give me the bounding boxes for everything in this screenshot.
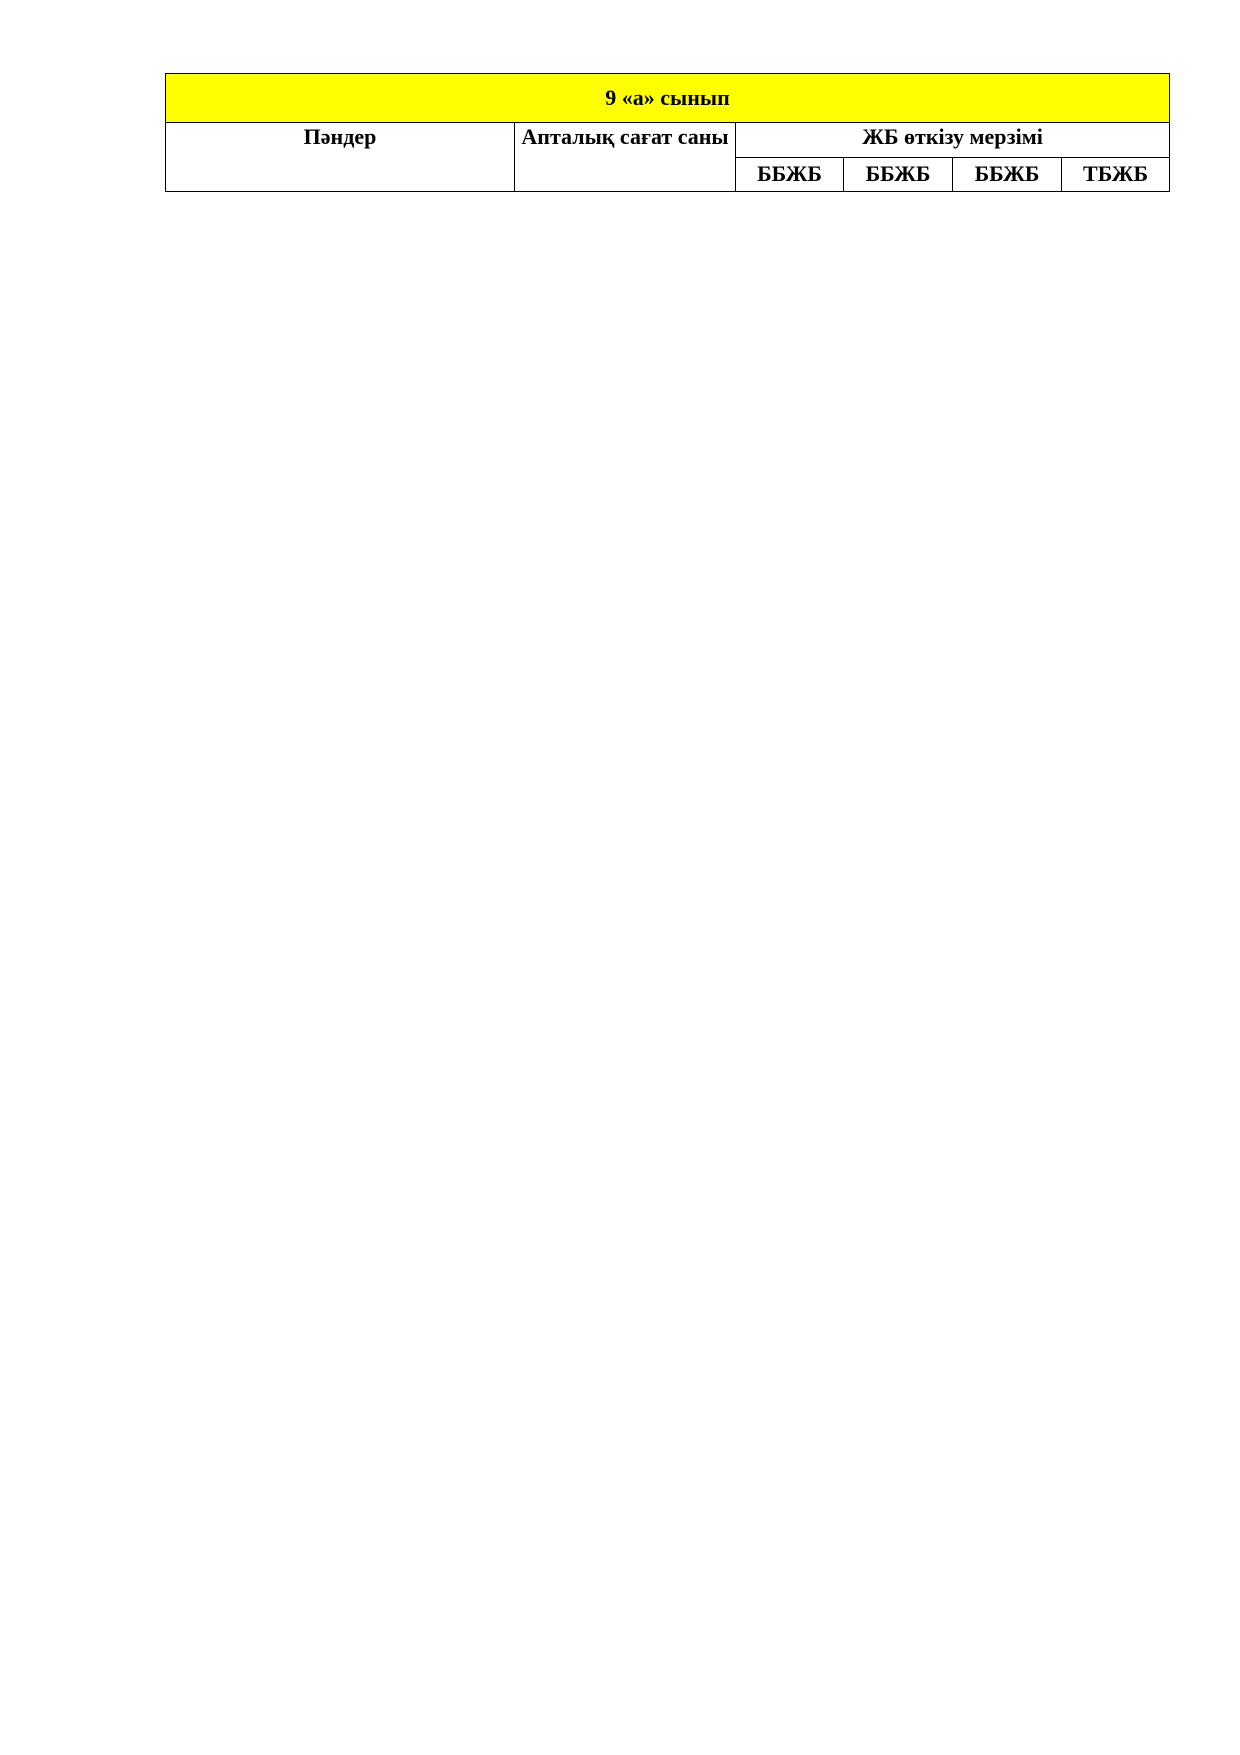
hours-column-header: Апталық сағат саны <box>515 123 736 192</box>
assessment-column-header: ББЖБ <box>953 158 1062 192</box>
assessment-column-header: ТБЖБ <box>1062 158 1170 192</box>
assessment-column-header: ББЖБ <box>844 158 953 192</box>
dates-column-header: ЖБ өткізу мерзімі <box>736 123 1170 158</box>
assessment-column-header: ББЖБ <box>736 158 844 192</box>
subjects-column-header: Пәндер <box>166 123 515 192</box>
schedule-body <box>166 74 1170 192</box>
schedule-table <box>165 73 1170 192</box>
class-a-title: 9 «а» сынып <box>166 74 1170 123</box>
class-a-banner-row <box>166 74 1170 123</box>
class-a-header-row <box>166 123 1170 158</box>
